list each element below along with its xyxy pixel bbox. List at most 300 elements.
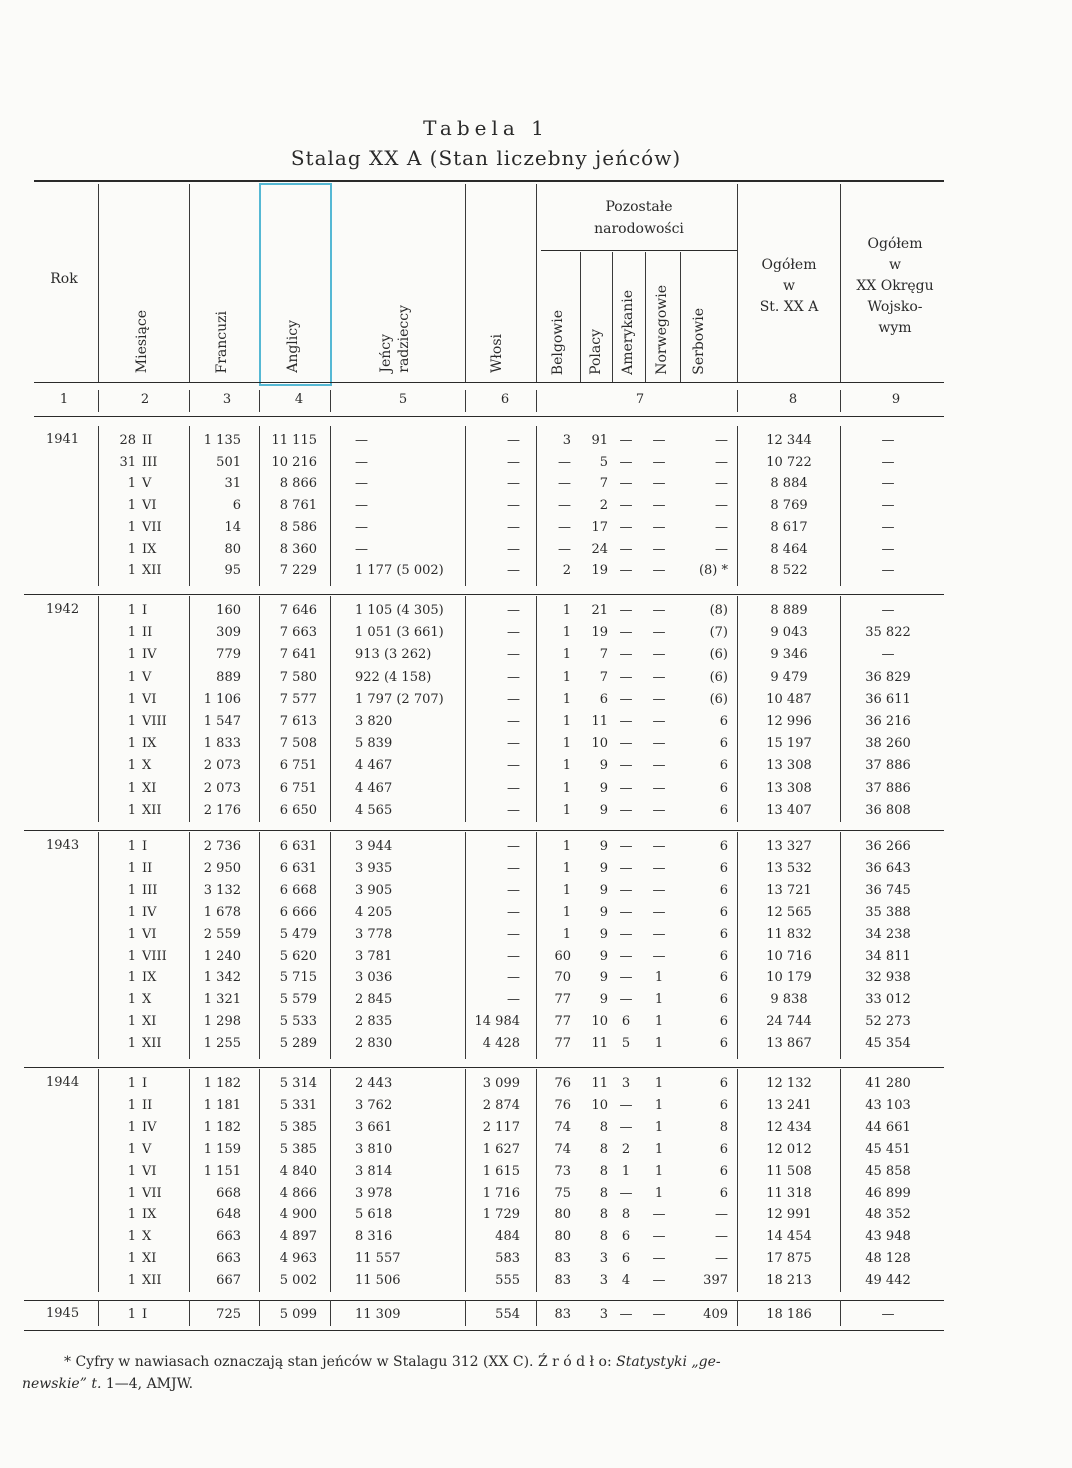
cell-francuzi: 501 (216, 454, 241, 470)
table-row (0, 1033, 1072, 1055)
cell-month: IX (142, 970, 157, 986)
table-title: Tabela 1 (423, 116, 549, 140)
cell-serbowie: 397 (703, 1273, 728, 1289)
footnote-source-label: Ź r ó d ł o: (537, 1354, 617, 1370)
cell-amerykanie: — (619, 736, 633, 752)
cell-belgowie: 2 (562, 563, 571, 579)
cell-serbowie: (8) * (698, 563, 728, 579)
cell-polacy: 9 (599, 780, 608, 796)
cell-amerykanie: — (619, 1307, 633, 1322)
cell-amerykanie: — (619, 625, 633, 641)
cell-jency-radzieccy: — (355, 454, 368, 470)
cell-amerykanie: — (619, 691, 633, 707)
cell-jency-radzieccy: 3 814 (355, 1163, 393, 1179)
divider (465, 390, 466, 412)
cell-serbowie: — (715, 433, 728, 448)
year-label: 1945 (46, 1306, 80, 1321)
cell-belgowie: 83 (554, 1251, 571, 1267)
table-subtitle: Stalag XX A (Stan liczebny jeńców) (290, 146, 682, 170)
cell-belgowie: 1 (562, 625, 571, 641)
table-row (0, 778, 1072, 800)
cell-day: 1 (127, 1141, 136, 1157)
cell-belgowie: 1 (562, 647, 571, 663)
cell-ogolem-okreg: 32 938 (865, 970, 911, 986)
cell-anglicy: 7 663 (279, 625, 317, 641)
cell-norwegowie: 1 (654, 1163, 664, 1179)
cell-serbowie: — (715, 519, 728, 535)
cell-francuzi: 1 182 (203, 1119, 241, 1135)
cell-jency-radzieccy: 4 467 (355, 780, 393, 796)
table-row (0, 622, 1072, 644)
cell-polacy: 6 (599, 691, 608, 707)
cell-serbowie: (6) (709, 647, 728, 663)
header-ogolem2-line2: w (889, 257, 901, 273)
cell-wlosi: 14 984 (474, 1014, 520, 1030)
cell-polacy: 3 (599, 1273, 608, 1289)
table-row (0, 452, 1072, 474)
cell-belgowie: 1 (562, 860, 571, 876)
cell-wlosi: 3 099 (482, 1076, 520, 1091)
cell-belgowie: 80 (554, 1207, 571, 1223)
cell-serbowie: 6 (719, 1185, 728, 1201)
table-row (0, 711, 1072, 733)
cell-polacy: 11 (591, 714, 608, 729)
cell-francuzi: 2 736 (203, 839, 241, 854)
cell-norwegowie: 1 (654, 1076, 664, 1091)
cell-day: 1 (127, 802, 136, 818)
cell-polacy: 21 (591, 603, 608, 618)
cell-day: 1 (127, 780, 136, 796)
cell-francuzi: 1 106 (203, 691, 241, 707)
cell-amerykanie: 1 (621, 1163, 631, 1179)
cell-ogolem-okreg: 44 661 (865, 1119, 911, 1135)
cell-amerykanie: — (619, 948, 633, 964)
cell-amerykanie: 8 (621, 1207, 631, 1223)
divider (189, 390, 190, 412)
year-label: 1944 (46, 1075, 80, 1090)
cell-ogolem-okreg: 36 643 (865, 860, 911, 876)
cell-ogolem-okreg: — (881, 476, 895, 492)
cell-amerykanie: — (619, 926, 633, 942)
cell-norwegowie: 1 (654, 992, 664, 1008)
cell-amerykanie: — (619, 603, 633, 618)
table-row (0, 989, 1072, 1011)
cell-wlosi: — (507, 839, 520, 854)
cell-wlosi: 2 874 (482, 1097, 520, 1113)
cell-day: 1 (127, 839, 136, 854)
cell-amerykanie: — (619, 563, 633, 579)
cell-belgowie: 3 (562, 433, 571, 448)
year-label: 1943 (46, 838, 80, 853)
table-row (0, 733, 1072, 755)
col-number: 6 (500, 392, 510, 407)
cell-ogolem: 18 186 (766, 1307, 812, 1322)
cell-francuzi: 2 073 (203, 780, 241, 796)
cell-day: 1 (127, 1163, 136, 1179)
cell-ogolem-okreg: 46 899 (865, 1185, 911, 1201)
cell-amerykanie: — (619, 454, 633, 470)
cell-serbowie: 6 (719, 780, 728, 796)
cell-serbowie: — (715, 1251, 728, 1267)
divider (536, 184, 537, 382)
col-number: 7 (635, 392, 645, 407)
cell-serbowie: 8 (719, 1119, 728, 1135)
cell-month: X (142, 758, 152, 774)
cell-amerykanie: 6 (621, 1251, 631, 1267)
cell-day: 1 (127, 714, 136, 729)
cell-wlosi: — (507, 476, 520, 492)
cell-anglicy: 8 761 (279, 498, 317, 514)
cell-polacy: 9 (599, 948, 608, 964)
cell-anglicy: 4 897 (279, 1229, 317, 1245)
cell-day: 1 (127, 1014, 136, 1030)
cell-amerykanie: — (619, 1097, 633, 1113)
cell-serbowie: 6 (719, 714, 728, 729)
header-polacy: Polacy (588, 329, 604, 375)
cell-month: V (142, 1141, 152, 1157)
cell-anglicy: 6 666 (279, 904, 317, 920)
cell-serbowie: 6 (719, 926, 728, 942)
cell-ogolem: 13 308 (766, 758, 812, 774)
cell-ogolem: 13 241 (766, 1097, 812, 1113)
cell-polacy: 9 (599, 758, 608, 774)
cell-ogolem: 12 344 (766, 433, 812, 448)
cell-month: II (142, 625, 153, 641)
cell-ogolem-okreg: 34 811 (865, 948, 911, 964)
divider (737, 184, 738, 382)
cell-day: 1 (127, 1207, 136, 1223)
table-row (0, 1117, 1072, 1139)
cell-jency-radzieccy: 1 051 (3 661) (355, 625, 444, 641)
cell-ogolem-okreg: 52 273 (865, 1014, 911, 1030)
divider (840, 184, 841, 382)
divider (580, 252, 581, 382)
group-rule (24, 1067, 944, 1068)
cell-polacy: 8 (599, 1207, 608, 1223)
cell-norwegowie: — (652, 1273, 666, 1289)
cell-month: VI (142, 1163, 157, 1179)
cell-jency-radzieccy: 1 105 (4 305) (355, 603, 444, 618)
cell-francuzi: 648 (216, 1207, 241, 1223)
cell-jency-radzieccy: 5 618 (355, 1207, 393, 1223)
cell-polacy: 9 (599, 904, 608, 920)
cell-wlosi: — (507, 780, 520, 796)
cell-francuzi: 80 (224, 541, 241, 557)
table-row (0, 1226, 1072, 1248)
cell-serbowie: 6 (719, 1163, 728, 1179)
year-label: 1942 (46, 602, 80, 617)
table-row (0, 836, 1072, 858)
cell-norwegowie: 1 (654, 970, 664, 986)
cell-anglicy: 5 479 (279, 926, 317, 942)
cell-ogolem: 12 565 (766, 904, 812, 920)
table-row (0, 560, 1072, 582)
cell-wlosi: — (507, 691, 520, 707)
cell-ogolem-okreg: — (881, 563, 895, 579)
cell-belgowie: 83 (554, 1273, 571, 1289)
cell-belgowie: 1 (562, 839, 571, 854)
cell-polacy: 9 (599, 839, 608, 854)
table-row (0, 667, 1072, 689)
cell-francuzi: 14 (224, 519, 241, 535)
cell-ogolem: 10 487 (766, 691, 812, 707)
header-pozostale-line1: Pozostałe (605, 199, 673, 215)
cell-day: 1 (127, 498, 136, 514)
cell-belgowie: 60 (554, 948, 571, 964)
cell-polacy: 24 (591, 541, 608, 557)
cell-month: I (142, 839, 148, 854)
year-label: 1941 (46, 432, 80, 447)
header-ogolem-line1: Ogółem (761, 257, 817, 273)
cell-ogolem-okreg: — (881, 647, 895, 663)
cell-norwegowie: 1 (654, 1014, 664, 1030)
cell-day: 1 (127, 519, 136, 535)
cell-amerykanie: 4 (621, 1273, 631, 1289)
cell-ogolem: 12 434 (766, 1119, 812, 1135)
divider (612, 252, 613, 382)
cell-francuzi: 1 298 (203, 1014, 241, 1030)
table-row (0, 517, 1072, 539)
table-row (0, 1248, 1072, 1270)
cell-ogolem-okreg: 48 352 (865, 1207, 911, 1223)
cell-serbowie: 6 (719, 839, 728, 854)
cell-month: IV (142, 904, 157, 920)
cell-norwegowie: 1 (654, 1141, 664, 1157)
footnote-text: * Cyfry w nawiasach oznaczają stan jeńców w Stalagu 312 (XX C). (64, 1354, 538, 1370)
table-row (0, 1011, 1072, 1033)
cell-ogolem: 8 889 (770, 603, 808, 618)
group-rule (24, 1330, 944, 1331)
cell-amerykanie: — (619, 904, 633, 920)
cell-anglicy: 10 216 (271, 454, 317, 470)
cell-wlosi: — (507, 669, 520, 685)
cell-month: IV (142, 647, 157, 663)
cell-jency-radzieccy: 3 935 (355, 860, 393, 876)
header-anglicy: Anglicy (285, 320, 301, 373)
cell-jency-radzieccy: 3 661 (355, 1119, 393, 1135)
cell-serbowie: 6 (719, 802, 728, 818)
cell-ogolem-okreg: 34 238 (865, 926, 911, 942)
cell-norwegowie: — (652, 926, 666, 942)
cell-ogolem-okreg: 36 808 (865, 802, 911, 818)
cell-month: III (142, 882, 158, 898)
cell-day: 1 (127, 1036, 136, 1052)
cell-ogolem-okreg: 45 354 (865, 1036, 911, 1052)
numbers-bottom-rule (34, 416, 944, 417)
table-row (0, 1204, 1072, 1226)
header-ogolem2-line3: XX Okręgu (856, 278, 934, 294)
cell-belgowie: 76 (554, 1097, 571, 1113)
cell-day: 31 (119, 454, 136, 470)
cell-belgowie: 1 (562, 691, 571, 707)
cell-month: XI (142, 780, 157, 796)
table-row (0, 1270, 1072, 1292)
cell-anglicy: 8 866 (279, 476, 317, 492)
cell-belgowie: 1 (562, 926, 571, 942)
cell-polacy: 2 (599, 498, 608, 514)
cell-francuzi: 2 559 (203, 926, 241, 942)
cell-norwegowie: — (652, 882, 666, 898)
table-row (0, 1304, 1072, 1326)
header-ogolem-line2: w (783, 278, 795, 294)
cell-amerykanie: 2 (621, 1141, 631, 1157)
cell-ogolem-okreg: — (881, 603, 895, 618)
cell-belgowie: — (558, 498, 571, 514)
cell-day: 28 (119, 433, 136, 448)
cell-wlosi: — (507, 647, 520, 663)
cell-belgowie: 1 (562, 714, 571, 729)
cell-ogolem: 12 132 (766, 1076, 812, 1091)
cell-ogolem: 13 407 (766, 802, 812, 818)
cell-norwegowie: — (652, 498, 666, 514)
cell-jency-radzieccy: — (355, 433, 368, 448)
cell-jency-radzieccy: 8 316 (355, 1229, 393, 1245)
cell-jency-radzieccy: 4 205 (355, 904, 393, 920)
cell-anglicy: 5 620 (279, 948, 317, 964)
group-rule (24, 594, 944, 595)
table-row (0, 902, 1072, 924)
cell-belgowie: — (558, 476, 571, 492)
header-ogolem2-line5: wym (878, 320, 912, 336)
cell-jency-radzieccy: 2 443 (355, 1076, 393, 1091)
cell-wlosi: 484 (495, 1229, 520, 1245)
divider (645, 252, 646, 382)
cell-wlosi: — (507, 992, 520, 1008)
table-row (0, 858, 1072, 880)
cell-serbowie: 6 (719, 970, 728, 986)
divider (536, 390, 537, 412)
cell-ogolem-okreg: 36 829 (865, 669, 911, 685)
cell-anglicy: 5 385 (279, 1141, 317, 1157)
cell-francuzi: 2 073 (203, 758, 241, 774)
cell-belgowie: 77 (554, 992, 571, 1008)
cell-polacy: 17 (591, 519, 608, 535)
cell-francuzi: 3 132 (203, 882, 241, 898)
divider (840, 390, 841, 412)
table-row (0, 644, 1072, 666)
cell-wlosi: — (507, 860, 520, 876)
cell-day: 1 (127, 904, 136, 920)
header-rok: Rok (50, 271, 78, 287)
cell-ogolem: 8 769 (770, 498, 808, 514)
cell-francuzi: 1 240 (203, 948, 241, 964)
cell-serbowie: — (715, 1207, 728, 1223)
cell-norwegowie: 1 (654, 1036, 664, 1052)
col-number: 2 (140, 392, 150, 407)
cell-amerykanie: — (619, 714, 633, 729)
cell-ogolem-okreg: — (881, 519, 895, 535)
cell-wlosi: 4 428 (482, 1036, 520, 1052)
cell-jency-radzieccy: 11 557 (355, 1251, 401, 1267)
cell-norwegowie: — (652, 860, 666, 876)
group-rule (24, 1300, 944, 1301)
cell-month: IV (142, 1119, 157, 1135)
cell-anglicy: 5 099 (279, 1307, 317, 1322)
header-ogolem2-line4: Wojsko- (867, 299, 923, 315)
cell-day: 1 (127, 1076, 136, 1091)
cell-jency-radzieccy: — (355, 541, 368, 557)
cell-ogolem: 12 996 (766, 714, 812, 729)
cell-serbowie: 6 (719, 1141, 728, 1157)
cell-francuzi: 6 (232, 498, 241, 514)
cell-jency-radzieccy: 1 797 (2 707) (355, 691, 444, 707)
cell-month: XII (142, 563, 162, 579)
cell-month: XII (142, 1036, 162, 1052)
cell-serbowie: (6) (709, 691, 728, 707)
cell-day: 1 (127, 603, 136, 618)
cell-amerykanie: — (619, 780, 633, 796)
cell-day: 1 (127, 948, 136, 964)
cell-month: II (142, 1097, 153, 1113)
cell-ogolem-okreg: 35 388 (865, 904, 911, 920)
col-number: 3 (222, 392, 232, 407)
cell-norwegowie: — (652, 839, 666, 854)
cell-wlosi: 583 (495, 1251, 520, 1267)
cell-anglicy: 5 314 (279, 1076, 317, 1091)
cell-anglicy: 8 360 (279, 541, 317, 557)
cell-polacy: 8 (599, 1229, 608, 1245)
cell-day: 1 (127, 1229, 136, 1245)
cell-belgowie: 76 (554, 1076, 571, 1091)
cell-polacy: 19 (591, 625, 608, 641)
cell-anglicy: 6 650 (279, 802, 317, 818)
cell-day: 1 (127, 541, 136, 557)
cell-amerykanie: — (619, 992, 633, 1008)
cell-serbowie: 6 (719, 948, 728, 964)
cell-polacy: 11 (591, 1036, 608, 1052)
cell-serbowie: 6 (719, 904, 728, 920)
cell-francuzi: 889 (216, 669, 241, 685)
cell-anglicy: 6 751 (279, 780, 317, 796)
cell-jency-radzieccy: 11 506 (355, 1273, 401, 1289)
cell-wlosi: — (507, 970, 520, 986)
cell-day: 1 (127, 882, 136, 898)
table-row (0, 495, 1072, 517)
table-row (0, 946, 1072, 968)
cell-norwegowie: — (652, 563, 666, 579)
footnote-archive: 1—4, AMJW. (101, 1376, 194, 1392)
group-rule (24, 830, 944, 831)
cell-amerykanie: — (619, 758, 633, 774)
cell-ogolem-okreg: 48 128 (865, 1251, 911, 1267)
divider (259, 390, 260, 412)
cell-jency-radzieccy: — (355, 498, 368, 514)
cell-norwegowie: — (652, 802, 666, 818)
header-pozostale-line2: narodowości (594, 221, 684, 237)
cell-month: VIII (142, 948, 167, 964)
cell-anglicy: 6 668 (279, 882, 317, 898)
cell-serbowie: 6 (719, 736, 728, 752)
cell-anglicy: 4 840 (279, 1163, 317, 1179)
cell-amerykanie: — (619, 1185, 633, 1201)
cell-norwegowie: — (652, 433, 666, 448)
cell-polacy: 91 (591, 433, 608, 448)
cell-jency-radzieccy: 2 835 (355, 1014, 393, 1030)
cell-polacy: 10 (591, 1097, 608, 1113)
cell-jency-radzieccy: 2 845 (355, 992, 393, 1008)
cell-day: 1 (127, 1185, 136, 1201)
cell-anglicy: 11 115 (271, 433, 317, 448)
cell-serbowie: — (715, 1229, 728, 1245)
cell-month: III (142, 454, 158, 470)
top-rule (34, 180, 944, 182)
cell-jency-radzieccy: 11 309 (355, 1307, 401, 1322)
cell-ogolem: 10 179 (766, 970, 812, 986)
cell-polacy: 8 (599, 1119, 608, 1135)
cell-month: XII (142, 802, 162, 818)
cell-belgowie: 77 (554, 1036, 571, 1052)
cell-ogolem: 10 722 (766, 454, 812, 470)
